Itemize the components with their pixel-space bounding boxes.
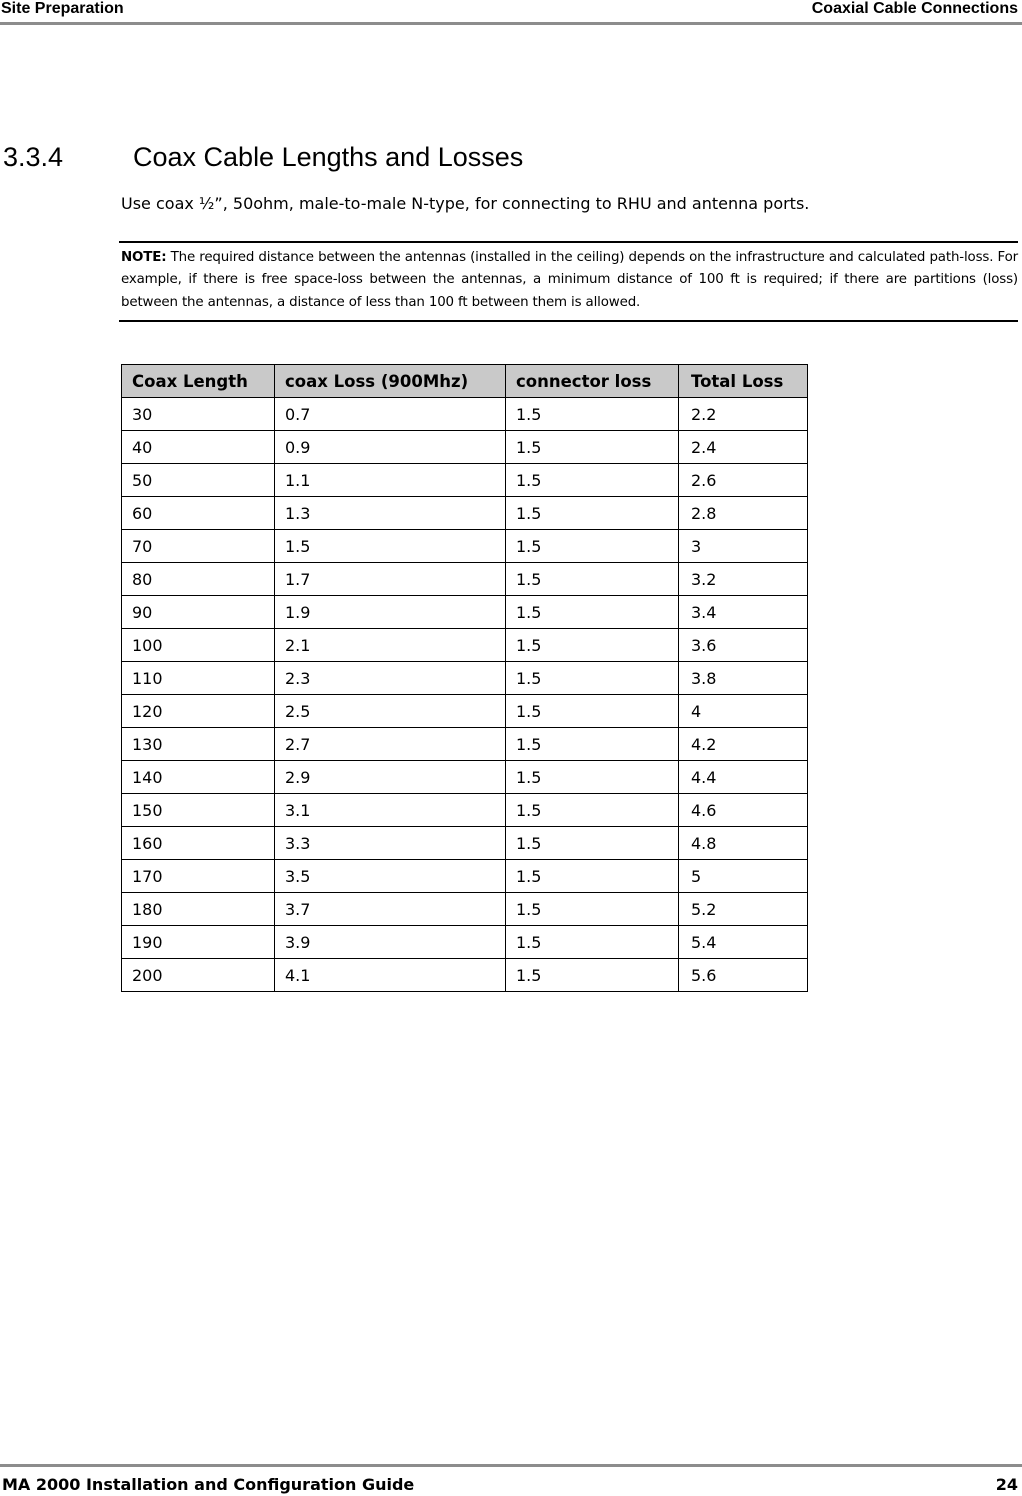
table-cell: 2.7 bbox=[275, 728, 506, 761]
table-cell: 110 bbox=[122, 662, 275, 695]
table-cell: 2.1 bbox=[275, 629, 506, 662]
table-cell: 5.6 bbox=[679, 959, 808, 992]
section-heading bbox=[3, 142, 523, 173]
table-cell: 1.7 bbox=[275, 563, 506, 596]
column-header: connector loss bbox=[506, 365, 679, 398]
table-cell: 130 bbox=[122, 728, 275, 761]
table-cell: 0.7 bbox=[275, 398, 506, 431]
table-cell: 1.5 bbox=[506, 431, 679, 464]
table-cell: 2.6 bbox=[679, 464, 808, 497]
table-cell: 1.5 bbox=[275, 530, 506, 563]
table-cell: 70 bbox=[122, 530, 275, 563]
table-cell: 30 bbox=[122, 398, 275, 431]
table-cell: 3.1 bbox=[275, 794, 506, 827]
table-cell: 1.5 bbox=[506, 398, 679, 431]
coax-loss-table bbox=[121, 364, 808, 992]
table-cell: 4.6 bbox=[679, 794, 808, 827]
table-row bbox=[122, 497, 808, 530]
table-cell: 200 bbox=[122, 959, 275, 992]
table-cell: 1.5 bbox=[506, 695, 679, 728]
table-row bbox=[122, 728, 808, 761]
footer-guide-title: MA 2000 Installation and Configuration Guide bbox=[2, 1475, 415, 1494]
table-cell: 180 bbox=[122, 893, 275, 926]
table-row bbox=[122, 662, 808, 695]
table-cell: 2.8 bbox=[679, 497, 808, 530]
table-cell: 2.5 bbox=[275, 695, 506, 728]
table-cell: 3.9 bbox=[275, 926, 506, 959]
table-cell: 1.5 bbox=[506, 893, 679, 926]
table-cell: 3.3 bbox=[275, 827, 506, 860]
table-cell: 120 bbox=[122, 695, 275, 728]
table-cell: 1.1 bbox=[275, 464, 506, 497]
table-cell: 100 bbox=[122, 629, 275, 662]
table-cell: 3.7 bbox=[275, 893, 506, 926]
table-cell: 1.5 bbox=[506, 563, 679, 596]
table-cell: 5.4 bbox=[679, 926, 808, 959]
table-header-row bbox=[122, 365, 808, 398]
table-row bbox=[122, 926, 808, 959]
note-label: NOTE: bbox=[121, 250, 167, 265]
table-cell: 3 bbox=[679, 530, 808, 563]
table-cell: 60 bbox=[122, 497, 275, 530]
section-number: 3.3.4 bbox=[3, 142, 64, 172]
table-cell: 4 bbox=[679, 695, 808, 728]
note-box bbox=[119, 241, 1018, 322]
table-cell: 190 bbox=[122, 926, 275, 959]
page-footer bbox=[0, 1464, 1022, 1494]
table-cell: 1.9 bbox=[275, 596, 506, 629]
table-row bbox=[122, 761, 808, 794]
table-cell: 3.4 bbox=[679, 596, 808, 629]
table-cell: 4.1 bbox=[275, 959, 506, 992]
table-cell: 2.2 bbox=[679, 398, 808, 431]
table-row bbox=[122, 596, 808, 629]
table-row bbox=[122, 827, 808, 860]
table-row bbox=[122, 794, 808, 827]
table-cell: 3.2 bbox=[679, 563, 808, 596]
column-header: Coax Length bbox=[122, 365, 275, 398]
table-cell: 4.2 bbox=[679, 728, 808, 761]
table-row bbox=[122, 959, 808, 992]
table-cell: 160 bbox=[122, 827, 275, 860]
table-cell: 170 bbox=[122, 860, 275, 893]
table-cell: 0.9 bbox=[275, 431, 506, 464]
table-cell: 90 bbox=[122, 596, 275, 629]
table-cell: 5.2 bbox=[679, 893, 808, 926]
header-section: Coaxial Cable Connections bbox=[811, 0, 1018, 17]
table-body bbox=[122, 398, 808, 992]
table-cell: 2.3 bbox=[275, 662, 506, 695]
table-cell: 140 bbox=[122, 761, 275, 794]
page-header bbox=[0, 0, 1022, 25]
table-cell: 4.8 bbox=[679, 827, 808, 860]
table-cell: 1.5 bbox=[506, 629, 679, 662]
table-cell: 3.5 bbox=[275, 860, 506, 893]
table-cell: 3.8 bbox=[679, 662, 808, 695]
table-cell: 2.9 bbox=[275, 761, 506, 794]
header-chapter: Site Preparation bbox=[1, 0, 124, 17]
table-cell: 1.5 bbox=[506, 497, 679, 530]
column-header: Total Loss bbox=[679, 365, 808, 398]
section-title: Coax Cable Lengths and Losses bbox=[133, 142, 524, 172]
note-text: The required distance between the antennas (installed in the ceiling) depends on the infrastructure and calculated path-loss. For example, if there is free space-loss between the antennas, a minimum distance of 100 ft is required; if there are partitions (loss) between the antennas, a distance of less than 100 ft between them is allowed. bbox=[121, 250, 1018, 310]
table-row bbox=[122, 629, 808, 662]
table-row bbox=[122, 893, 808, 926]
table-cell: 1.5 bbox=[506, 464, 679, 497]
table-cell: 1.5 bbox=[506, 860, 679, 893]
table-row bbox=[122, 398, 808, 431]
table-cell: 1.5 bbox=[506, 728, 679, 761]
intro-paragraph: Use coax ½”, 50ohm, male-to-male N-type, for connecting to RHU and antenna ports. bbox=[121, 194, 810, 213]
table-cell: 1.5 bbox=[506, 530, 679, 563]
table-row bbox=[122, 530, 808, 563]
page-number: 24 bbox=[995, 1475, 1018, 1494]
column-header: coax Loss (900Mhz) bbox=[275, 365, 506, 398]
table-cell: 1.5 bbox=[506, 827, 679, 860]
table-cell: 150 bbox=[122, 794, 275, 827]
table-row bbox=[122, 464, 808, 497]
table-row bbox=[122, 860, 808, 893]
table-row bbox=[122, 695, 808, 728]
table-cell: 80 bbox=[122, 563, 275, 596]
table-cell: 1.5 bbox=[506, 596, 679, 629]
table-cell: 3.6 bbox=[679, 629, 808, 662]
table-cell: 1.3 bbox=[275, 497, 506, 530]
table-row bbox=[122, 563, 808, 596]
table-cell: 2.4 bbox=[679, 431, 808, 464]
table-cell: 5 bbox=[679, 860, 808, 893]
table-cell: 1.5 bbox=[506, 794, 679, 827]
table-cell: 1.5 bbox=[506, 761, 679, 794]
table-cell: 1.5 bbox=[506, 959, 679, 992]
table-cell: 1.5 bbox=[506, 662, 679, 695]
table-cell: 50 bbox=[122, 464, 275, 497]
table-cell: 4.4 bbox=[679, 761, 808, 794]
table-cell: 1.5 bbox=[506, 926, 679, 959]
table-cell: 40 bbox=[122, 431, 275, 464]
table-row bbox=[122, 431, 808, 464]
